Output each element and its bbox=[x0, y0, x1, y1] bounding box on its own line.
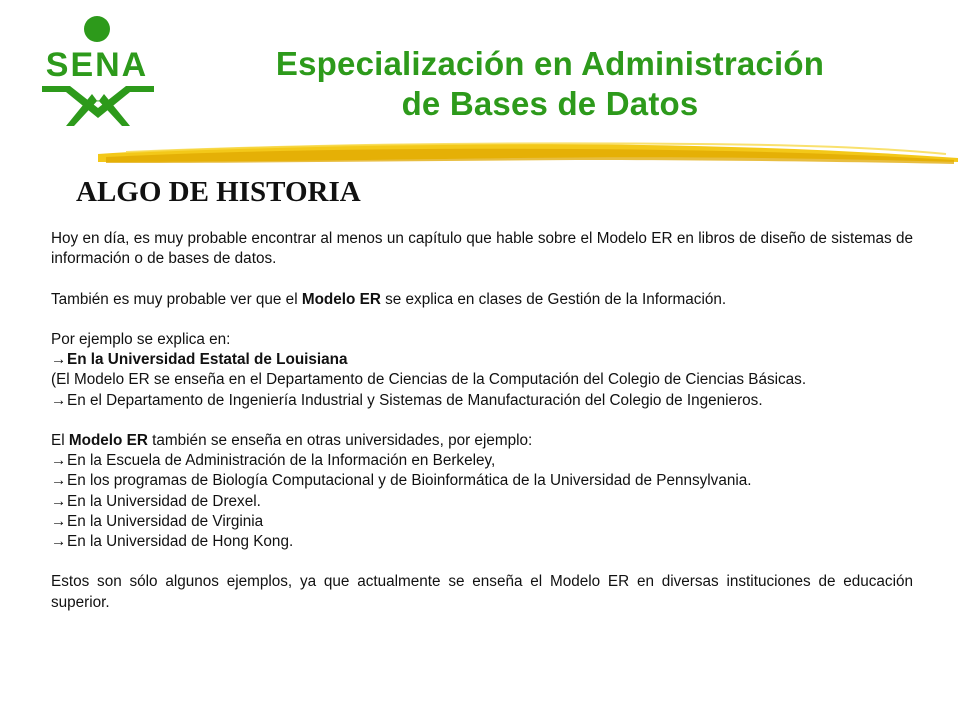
arrow-right-icon: → bbox=[51, 351, 67, 369]
paragraph-classes: También es muy probable ver que el Modelo ER se explica en clases de Gestión de la Información. bbox=[51, 290, 727, 308]
arrow-right-icon: → bbox=[51, 492, 67, 510]
title-line-1: Especialización en Administración bbox=[275, 45, 825, 82]
paragraph-closing: Estos son sólo algunos ejemplos, ya que actualmente se enseña el Modelo ER en diversas instituciones de educación superior. bbox=[51, 573, 913, 611]
list-item: →En la Universidad de Hong Kong. bbox=[51, 532, 913, 552]
bold-modelo-er: Modelo ER bbox=[68, 431, 148, 449]
list-item: →En la Escuela de Administración de la Información en Berkeley, bbox=[51, 451, 913, 471]
bold-modelo-er: Modelo ER bbox=[301, 290, 381, 308]
arrow-right-icon: → bbox=[51, 533, 67, 550]
section-heading: ALGO DE HISTORIA bbox=[76, 176, 361, 208]
page-title bbox=[170, 44, 930, 124]
arrow-right-icon: → bbox=[51, 512, 67, 530]
list-item-description: (El Modelo ER se enseña en el Departamento de Ciencias de la Computación del Colegio de Ciencias Básicas. bbox=[51, 371, 807, 389]
brush-stroke-divider bbox=[96, 132, 960, 174]
list-item: →En la Universidad Estatal de Louisiana bbox=[51, 350, 913, 370]
paragraph-examples-intro: Por ejemplo se explica en: bbox=[51, 330, 231, 348]
paragraph-intro: Hoy en día, es muy probable encontrar al menos un capítulo que hable sobre el Modelo ER en libros de diseño de sistemas de información o de bases de datos. bbox=[51, 230, 913, 268]
title-line-2: de Bases de Datos bbox=[401, 85, 699, 122]
logo-text: SENA bbox=[45, 46, 149, 84]
sena-logo bbox=[36, 14, 160, 132]
content-body bbox=[51, 229, 913, 613]
list-item: →En la Universidad de Virginia bbox=[51, 512, 913, 532]
list-item: →En los programas de Biología Computacional y de Bioinformática de la Universidad de Pennsylvania. bbox=[51, 471, 913, 491]
list-item: →En la Universidad de Drexel. bbox=[51, 492, 913, 512]
list-item: →En el Departamento de Ingeniería Industrial y Sistemas de Manufacturación del Colegio de Ingenieros. bbox=[51, 391, 913, 411]
paragraph-other-universities: El Modelo ER también se enseña en otras universidades, por ejemplo: bbox=[51, 431, 533, 449]
logo-head-circle bbox=[84, 16, 110, 42]
arrow-right-icon: → bbox=[51, 391, 67, 409]
arrow-right-icon: → bbox=[51, 452, 67, 470]
arrow-right-icon: → bbox=[51, 472, 67, 490]
